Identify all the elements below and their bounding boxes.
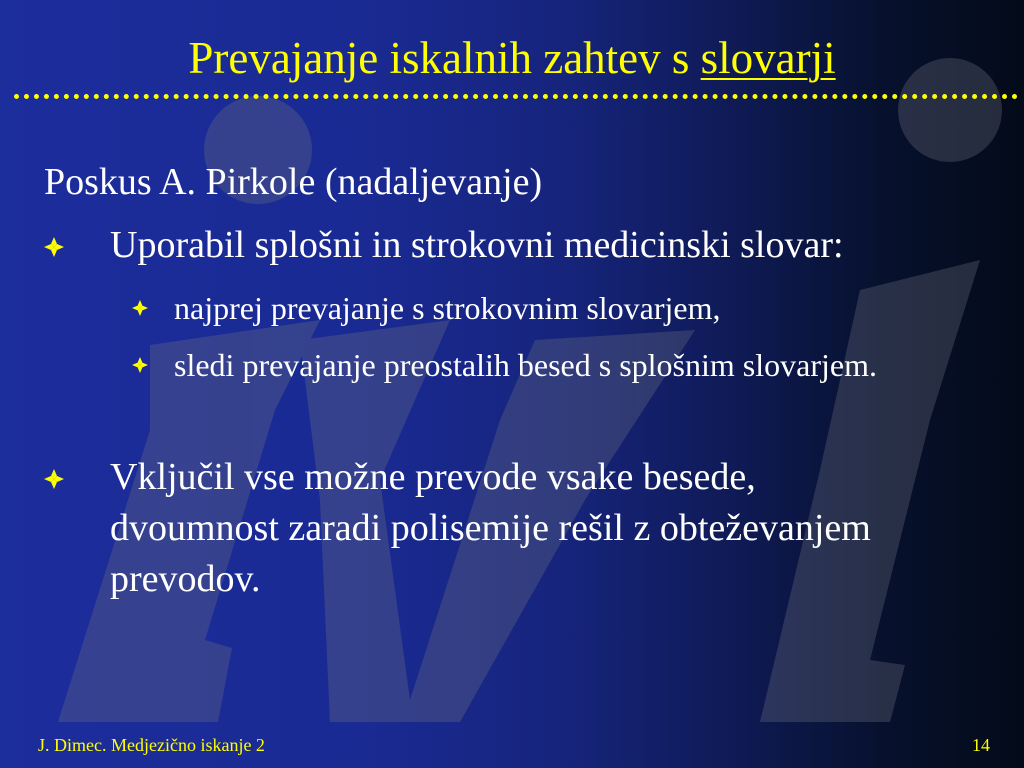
slide-title-text: Prevajanje iskalnih zahtev s: [188, 33, 701, 83]
diamond-bullet-icon: [132, 357, 148, 373]
bullet-text: Uporabil splošni in strokovni medicinski slovar:: [110, 224, 844, 266]
diamond-bullet-icon: [44, 237, 64, 257]
page-number: 14: [972, 735, 990, 755]
diamond-bullet-icon: [44, 469, 64, 489]
bullet-text: Vključil vse možne prevode vsake besede, dvoumnost zaradi polisemije rešil z obteževanjem prevodov.: [110, 456, 871, 600]
sub-bullet-text: sledi prevajanje preostalih besed s splošnim slovarjem.: [174, 347, 877, 383]
footer-author: J. Dimec. Medjezično iskanje 2: [38, 735, 265, 755]
slide-title-link[interactable]: slovarji: [700, 33, 836, 83]
lead-text: Poskus A. Pirkole (nadaljevanje): [44, 161, 543, 203]
sub-bullet-text: najprej prevajanje s strokovnim slovarjem,: [174, 290, 721, 326]
diamond-bullet-icon: [132, 300, 148, 316]
